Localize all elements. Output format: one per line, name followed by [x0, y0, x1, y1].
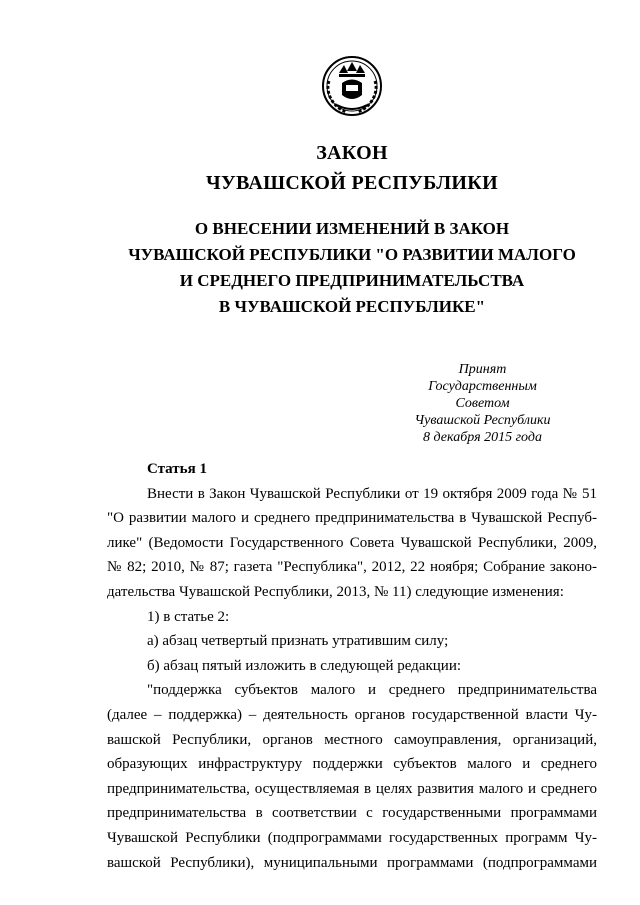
- subtitle-line: В ЧУВАШСКОЙ РЕСПУБЛИКЕ": [218, 297, 486, 316]
- article-heading: Статья 1: [147, 461, 207, 477]
- body-line: вашской Республики), муниципальными программами (подпрограммами: [107, 854, 597, 871]
- adoption-line: Государственным Советом: [428, 379, 537, 411]
- body-line: № 82; 2010, № 87; газета "Республика", 2012, 22 ноября; Собрание законо-: [107, 559, 597, 576]
- body-line: 1) в статье 2:: [147, 608, 230, 625]
- body-line: лике" (Ведомости Государственного Совета Чувашской Республики, 2009,: [107, 534, 597, 551]
- adoption-note: [400, 361, 565, 446]
- chuvash-emblem-icon: [321, 55, 383, 117]
- article-body: [107, 457, 597, 875]
- subtitle-line: О ВНЕСЕНИИ ИЗМЕНЕНИЙ В ЗАКОН: [194, 219, 510, 238]
- adoption-line: Принят: [458, 362, 507, 377]
- body-line: образующих инфраструктуру поддержки субъектов малого и среднего: [107, 756, 597, 773]
- law-subtitle: [0, 216, 640, 320]
- adoption-date: 8 декабря 2015 года: [423, 430, 542, 445]
- body-line: Чувашской Республики (подпрограммами государственных программ Чу-: [107, 829, 597, 846]
- subtitle-line: ЧУВАШСКОЙ РЕСПУБЛИКИ "О РАЗВИТИИ МАЛОГО: [128, 245, 576, 264]
- adoption-line: Чувашской Республики: [414, 413, 551, 428]
- law-title: ЗАКОН: [316, 142, 388, 164]
- body-line: "О развитии малого и среднего предпринимательства в Чувашской Респуб-: [107, 510, 597, 527]
- body-line: вашской Республики, органов местного самоуправления, организаций,: [107, 731, 597, 748]
- body-line: "поддержка субъектов малого и среднего предпринимательства: [147, 682, 597, 699]
- body-line: Внести в Закон Чувашской Республики от 19 октября 2009 года № 51: [147, 485, 597, 502]
- law-subject: ЧУВАШСКОЙ РЕСПУБЛИКИ: [206, 172, 498, 194]
- body-line: б) абзац пятый изложить в следующей редакции:: [147, 657, 462, 674]
- body-line: (далее – поддержка) – деятельность органов государственной власти Чу-: [107, 706, 597, 723]
- title-block: [0, 138, 640, 320]
- body-line: дательства Чувашской Республики, 2013, № 11) следующие изменения:: [107, 583, 564, 600]
- subtitle-line: И СРЕДНЕГО ПРЕДПРИНИМАТЕЛЬСТВА: [179, 271, 525, 290]
- body-line: а) абзац четвертый признать утратившим силу;: [147, 633, 449, 650]
- body-line: предпринимательства в соответствии с государственными программами: [107, 805, 597, 822]
- body-line: предпринимательства, осуществляемая в целях развития малого и среднего: [107, 780, 597, 797]
